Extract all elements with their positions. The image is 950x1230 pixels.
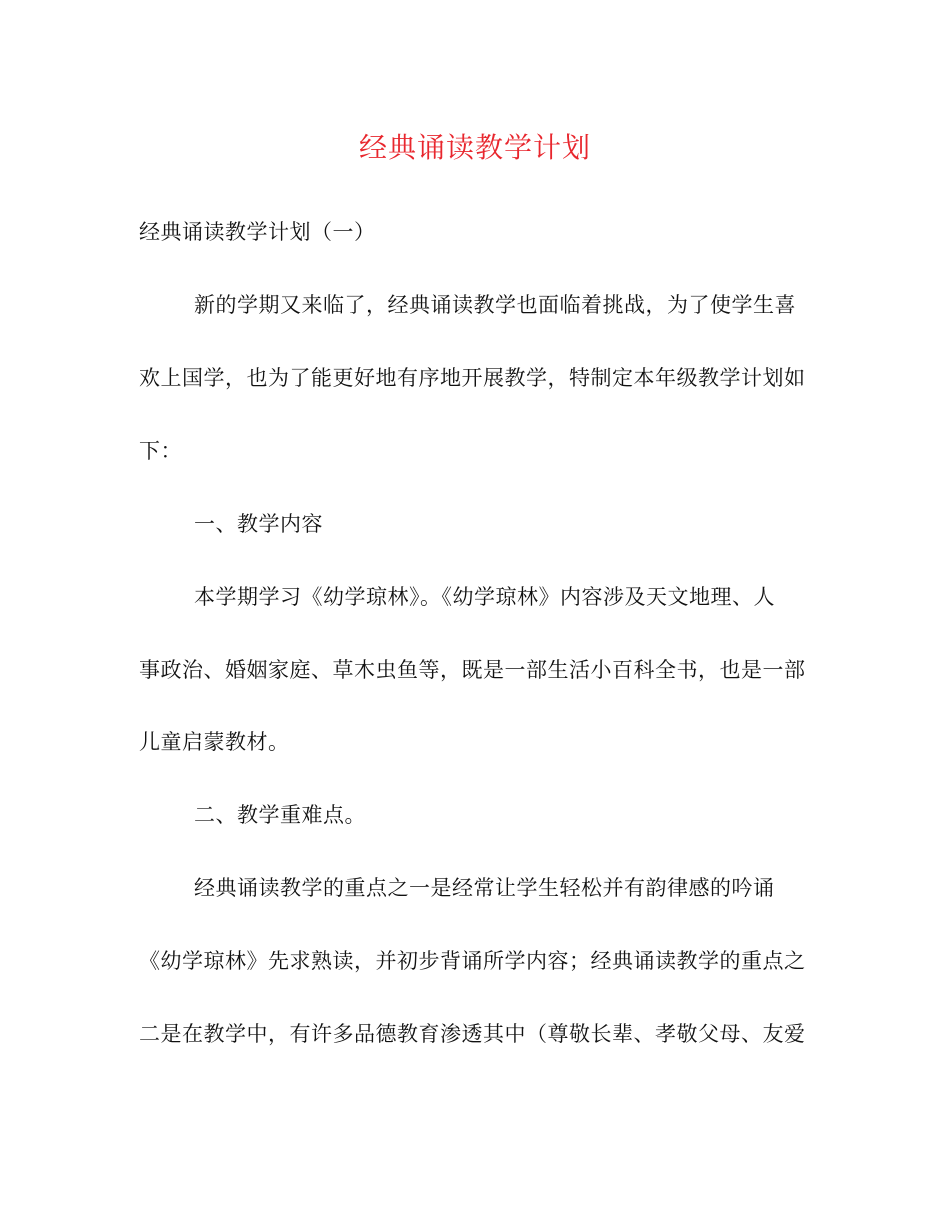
section-subtitle: 经典诵读教学计划（一） [139, 220, 376, 244]
paragraph-line: 新的学期又来临了，经典诵读教学也面临着挑战，为了使学生喜 [194, 293, 796, 317]
paragraph-line: 事政治、婚姻家庭、草木虫鱼等，既是一部生活小百科全书，也是一部 [139, 658, 806, 682]
paragraph-line: 二是在教学中，有许多品德教育渗透其中（尊敬长辈、孝敬父母、友爱 [139, 1022, 806, 1046]
paragraph-line: 儿童启蒙教材。 [139, 730, 290, 754]
paragraph-line: 《幼学琼林》先求熟读，并初步背诵所学内容；经典诵读教学的重点之 [139, 949, 806, 973]
document-title: 经典诵读教学计划 [358, 131, 591, 164]
paragraph-line: 经典诵读教学的重点之一是经常让学生轻松并有韵律感的吟诵 [194, 876, 775, 900]
paragraph-line: 本学期学习《幼学琼林》。《幼学琼林》内容涉及天文地理、人 [194, 585, 775, 609]
section-heading: 一、教学内容 [194, 512, 323, 536]
section-heading: 二、教学重难点。 [194, 803, 366, 827]
paragraph-line: 下： [139, 439, 182, 463]
paragraph-line: 欢上国学，也为了能更好地有序地开展教学，特制定本年级教学计划如 [139, 366, 806, 390]
